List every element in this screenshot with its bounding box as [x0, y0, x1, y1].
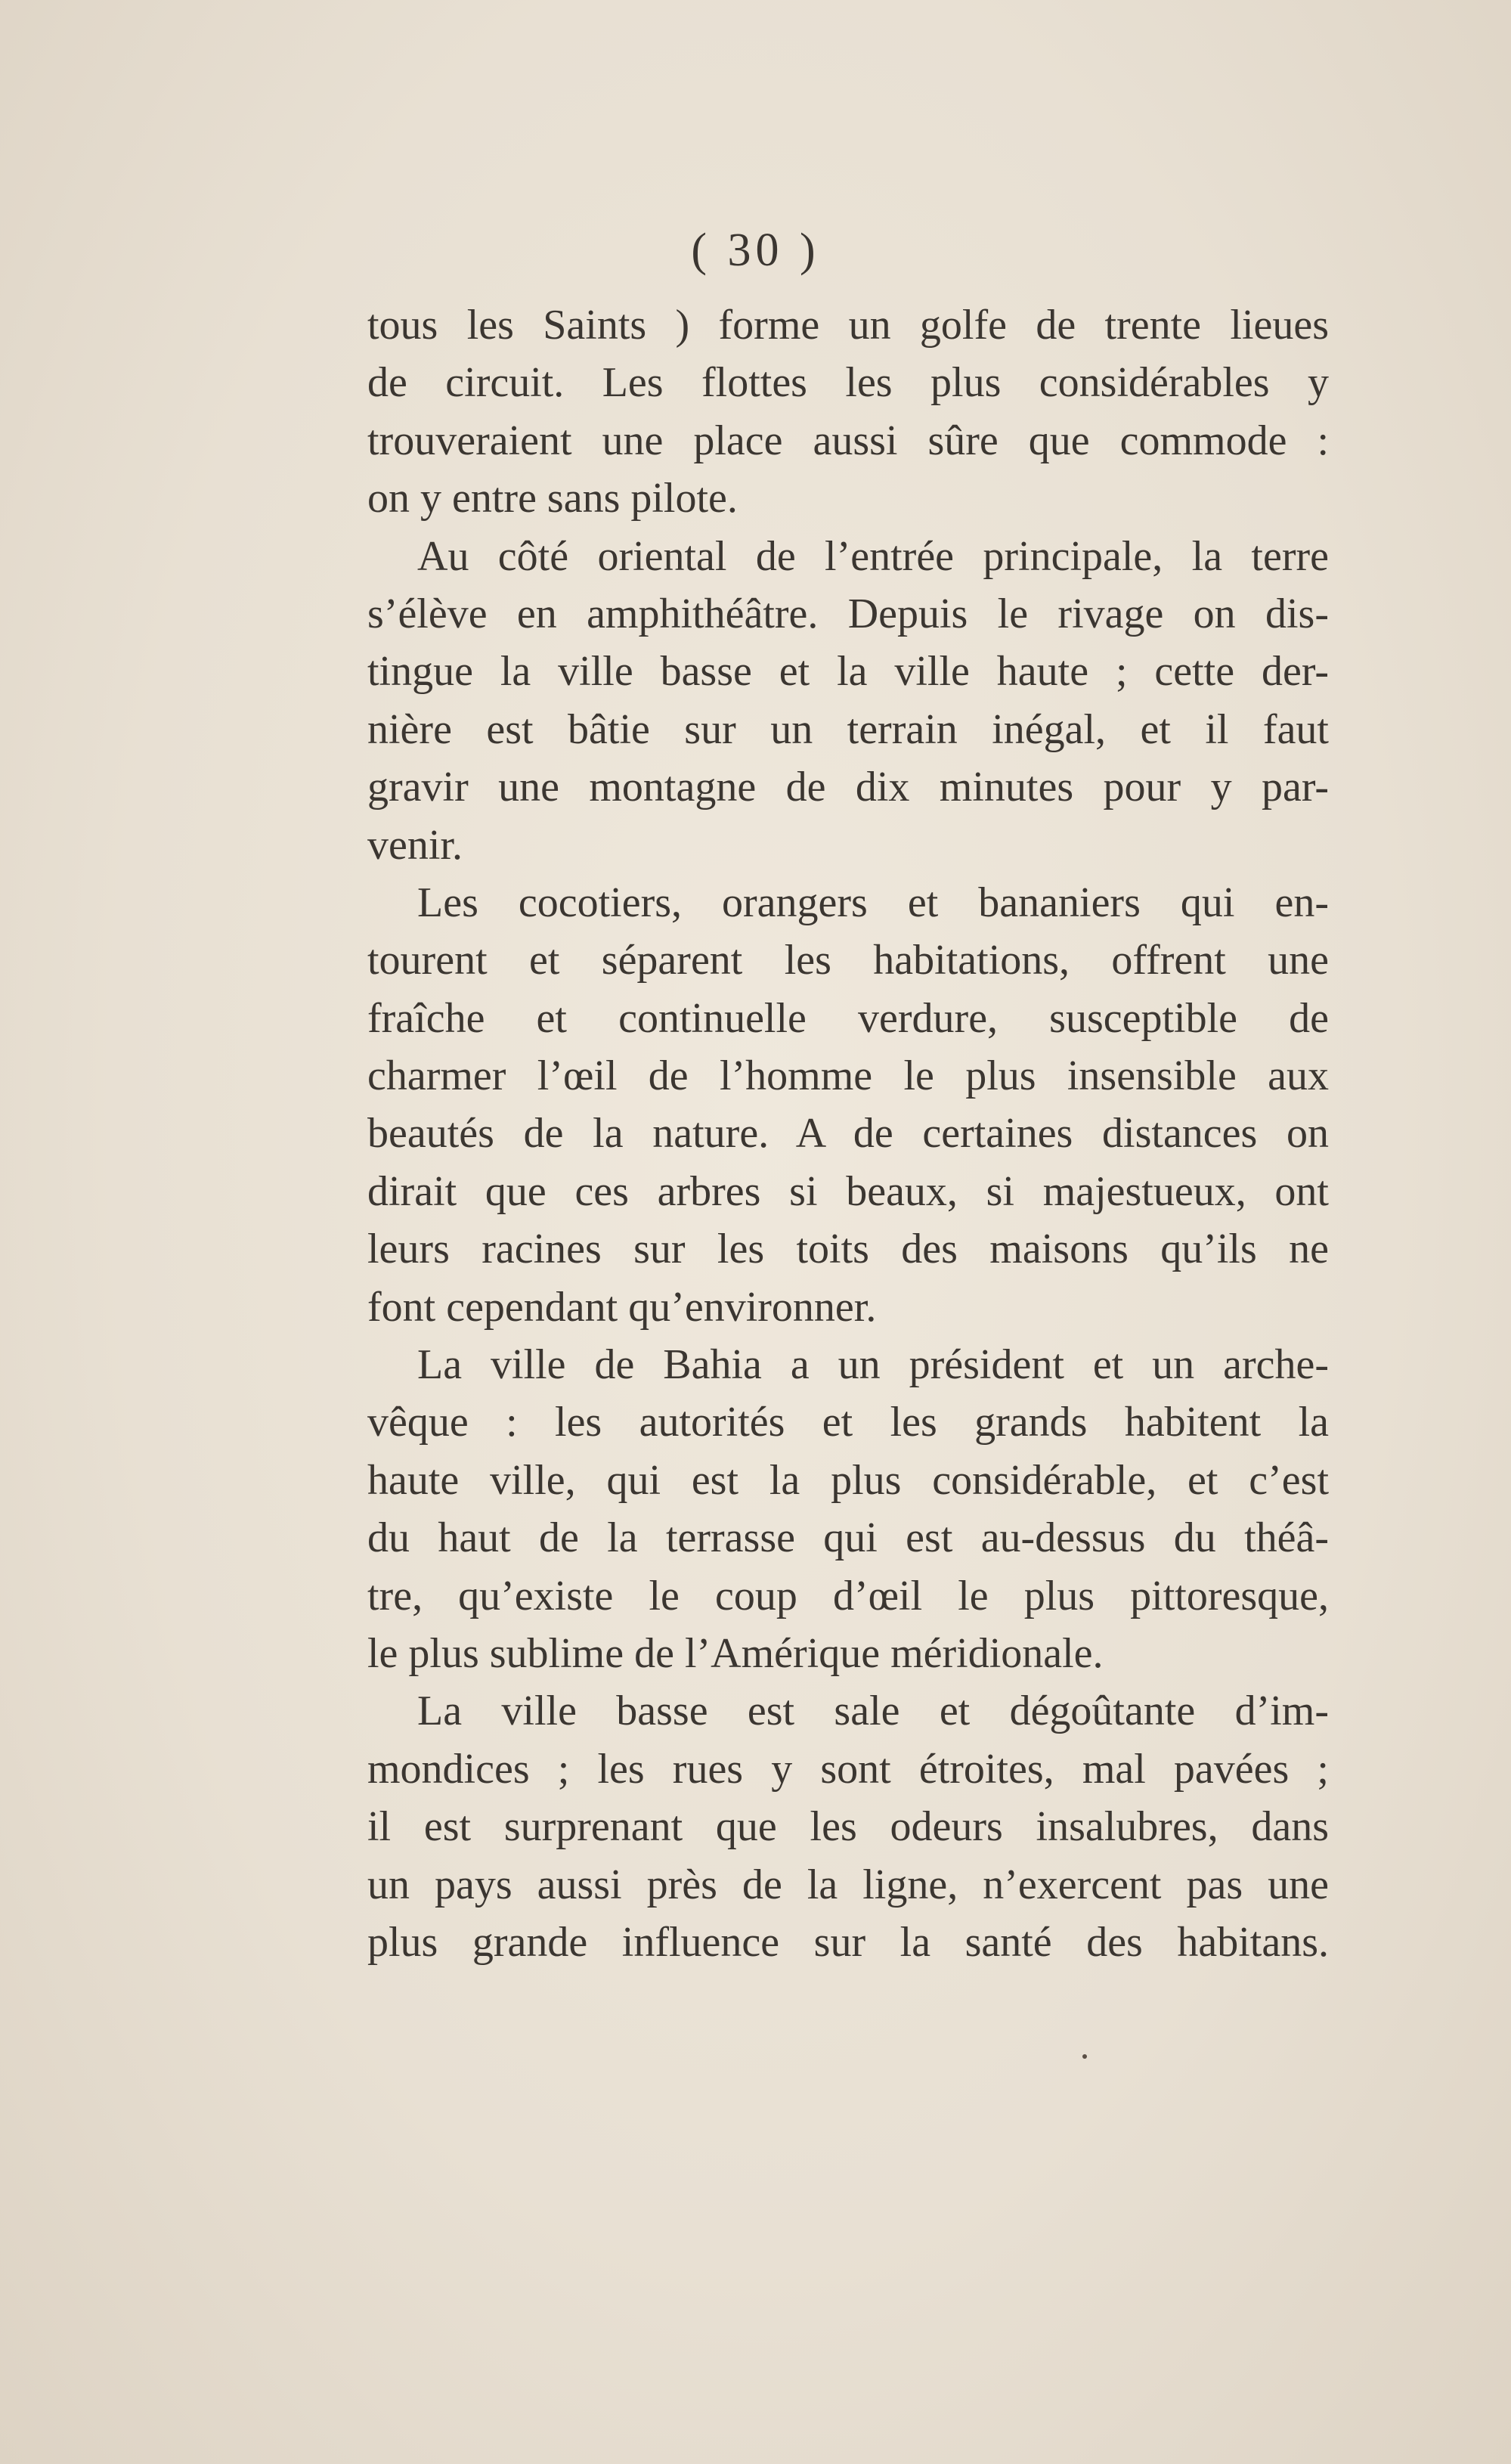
text-line: de circuit. Les flottes les plus considérables y: [367, 359, 1329, 407]
text-line: vêque : les autorités et les grands habitent la: [367, 1399, 1329, 1446]
text-line: trouveraient une place aussi sûre que commode :: [367, 417, 1329, 464]
text-line: tre, qu’existe le coup d’œil le plus pittoresque,: [367, 1572, 1329, 1619]
text-line: s’élève en amphithéâtre. Depuis le rivage on dis-: [367, 590, 1329, 637]
text-line: gravir une montagne de dix minutes pour y par-: [367, 764, 1329, 811]
text-line: La ville de Bahia a un président et un arche-: [417, 1341, 1329, 1389]
text-line: tourent et séparent les habitations, offrent une: [367, 937, 1329, 984]
text-line: on y entre sans pilote.: [367, 475, 738, 522]
text-line: Au côté oriental de l’entrée principale, la terre: [417, 532, 1329, 580]
text-line: venir.: [367, 821, 463, 869]
page-number: ( 30 ): [691, 225, 820, 276]
text-line: leurs racines sur les toits des maisons qu’ils ne: [367, 1226, 1329, 1273]
text-line: il est surprenant que les odeurs insalubres, dans: [367, 1803, 1329, 1851]
ink-speck: [1082, 2054, 1087, 2059]
text-line: font cependant qu’environner.: [367, 1283, 877, 1331]
text-line: nière est bâtie sur un terrain inégal, et il faut: [367, 705, 1329, 753]
text-line: haute ville, qui est la plus considérable, et c’est: [367, 1456, 1329, 1504]
text-line: Les cocotiers, orangers et bananiers qui en-: [417, 879, 1329, 926]
text-line: du haut de la terrasse qui est au-dessus du théâ-: [367, 1514, 1329, 1562]
text-line: le plus sublime de l’Amérique méridionale.: [367, 1629, 1104, 1677]
text-line: tous les Saints ) forme un golfe de trente lieues: [367, 302, 1329, 349]
text-line: dirait que ces arbres si beaux, si majestueux, ont: [367, 1167, 1329, 1215]
text-line: charmer l’œil de l’homme le plus insensible aux: [367, 1052, 1329, 1100]
text-line: plus grande influence sur la santé des habitans.: [367, 1918, 1329, 1966]
text-line: La ville basse est sale et dégoûtante d’im-: [417, 1688, 1329, 1735]
text-line: mondices ; les rues y sont étroites, mal pavées ;: [367, 1745, 1329, 1793]
text-line: beautés de la nature. A de certaines distances on: [367, 1110, 1329, 1158]
text-line: tingue la ville basse et la ville haute ; cette der-: [367, 648, 1329, 696]
text-line: fraîche et continuelle verdure, susceptible de: [367, 994, 1329, 1042]
body-text: [367, 296, 1329, 1971]
text-line: un pays aussi près de la ligne, n’exercent pas une: [367, 1861, 1329, 1908]
